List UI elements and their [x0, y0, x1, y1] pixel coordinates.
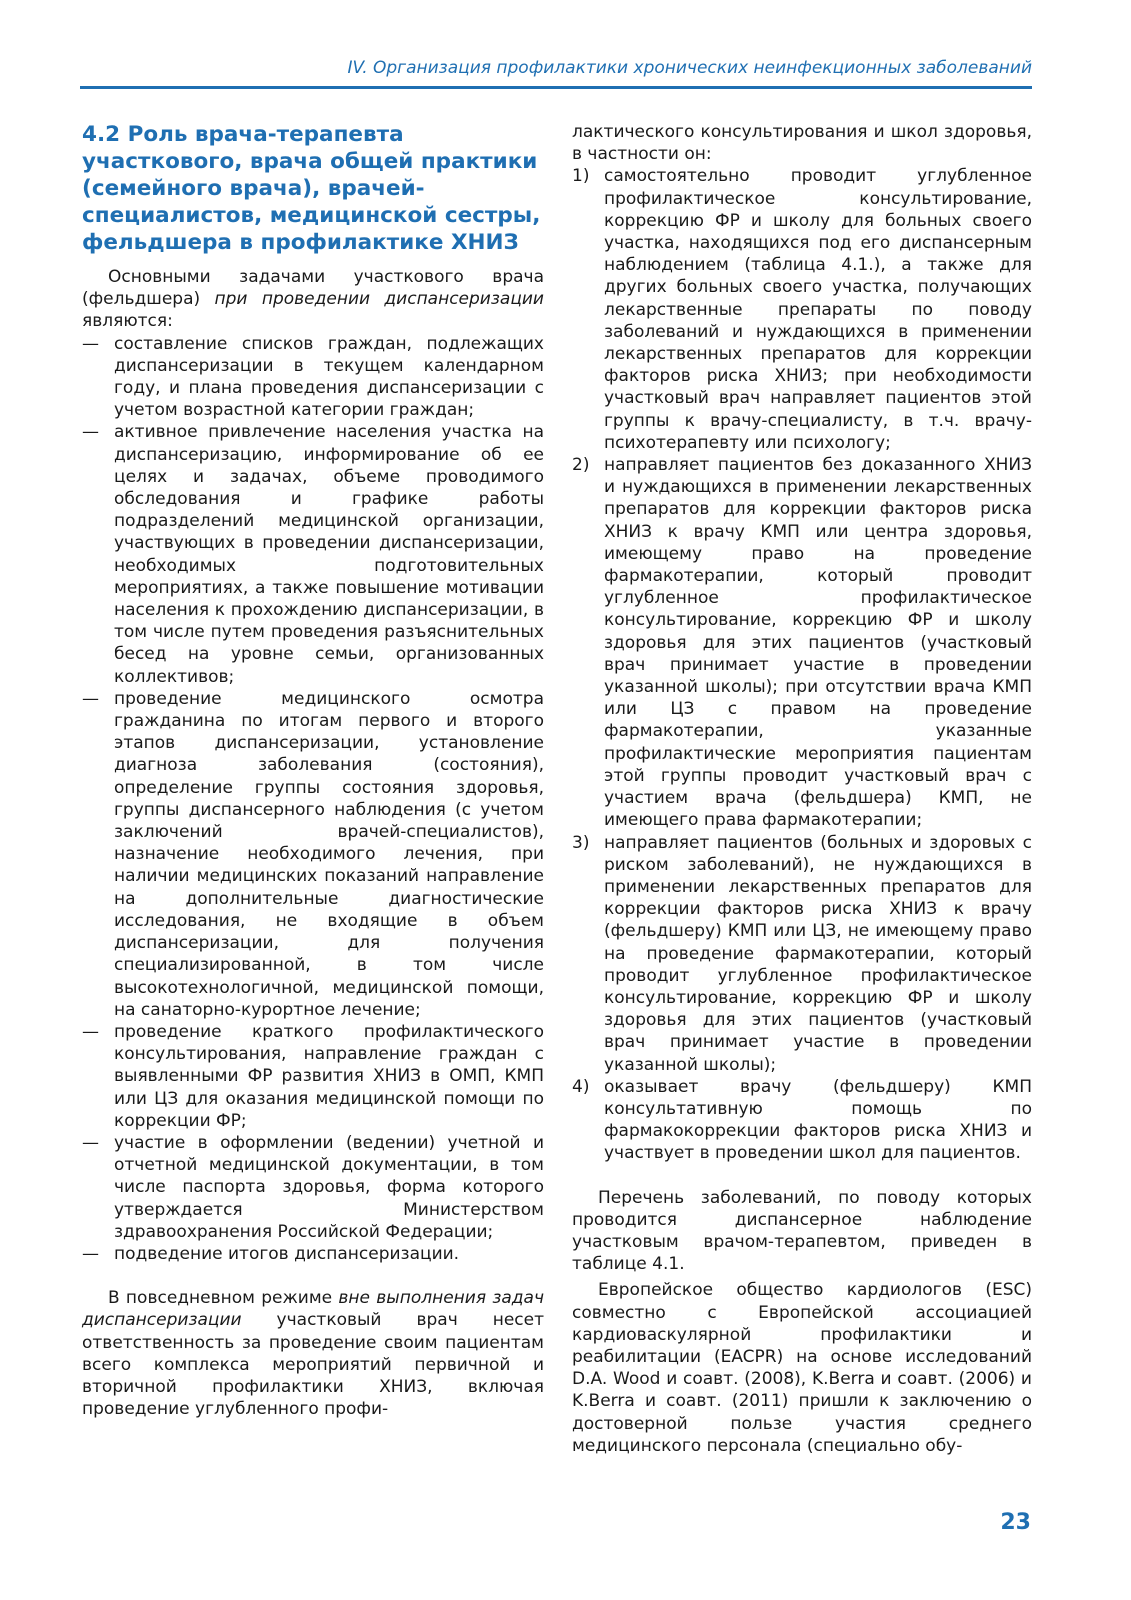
dash-marker: —: [82, 1132, 99, 1153]
list-item: [82, 688, 544, 1021]
list-item: [82, 1132, 544, 1243]
list-item: [82, 421, 544, 687]
running-header: IV. Организация профилактики хронических неинфекционных заболеваний: [347, 58, 1032, 78]
list-item-text: проведение краткого профилактического консультирования, направление граждан с выявленными ФР развития ХНИЗ в ОМП, КМП или ЦЗ для оказания медицинской помощи по коррекции ФР;: [114, 1021, 544, 1131]
daily-paragraph: [82, 1287, 544, 1420]
daily-text: В повседневном режиме: [108, 1288, 339, 1309]
list-item: [572, 165, 1032, 454]
list-item: [572, 1076, 1032, 1165]
list-item-text: участие в оформлении (ведении) учетной и отчетной медицинской документации, в том числе паспорта здоровья, форма которого утверждается Министерством здравоохранения Российской Федерации;: [114, 1132, 544, 1242]
intro-text: Основными задачами участкового врача (фельдшера): [82, 267, 544, 310]
dash-marker: —: [82, 333, 99, 354]
duties-list: [82, 333, 544, 1266]
left-column: [82, 121, 544, 1420]
header-rule: [80, 86, 1032, 89]
page-number: 23: [1000, 1510, 1031, 1535]
list-item-text: проведение медицинского осмотра гражданина по итогам первого и второго этапов диспансеризации, установление диагноза заболевания (состояния), определение группы состояния здоровья, группы диспансерного наблюдения (с учетом заключений врачей-специалистов), назначение необходимого лечения, при наличии медицинских показаний направление на дополнительные диагностические исследования, не входящие в объем диспансеризации, для получения специализированной, в том числе высокотехнологичной, медицинской помощи, на санаторно-курортное лечение;: [114, 688, 544, 1020]
list-item: [82, 1021, 544, 1132]
item-number: 1): [572, 166, 590, 187]
right-column: [572, 121, 1032, 1457]
list-item: [572, 454, 1032, 831]
list-item-text: направляет пациентов (больных и здоровых с риском заболеваний), не нуждающихся в применении лекарственных препаратов для коррекции факторов риска ХНИЗ к врачу (фельдшеру) КМП или ЦЗ, не имеющему право на проведение фармакотерапии, который проводит углубленное профилактическое консультирование, коррекцию ФР и школу здоровья для этих пациентов (участковый врач принимает участие в проведении указанной школы);: [604, 832, 1032, 1075]
numbered-list: [572, 165, 1032, 1164]
dash-marker: —: [82, 1243, 99, 1264]
table-reference-paragraph: Перечень заболеваний, по поводу которых проводится диспансерное наблюдение участковым врачом-терапевтом, приведен в таблице 4.1.: [572, 1187, 1032, 1275]
list-item-text: оказывает врачу (фельдшеру) КМП консультативную помощь по фармакокоррекции факторов риска ХНИЗ и участвует в проведении школ для пациентов.: [604, 1076, 1032, 1164]
list-item: [82, 333, 544, 422]
item-number: 3): [572, 832, 590, 853]
list-item-text: самостоятельно проводит углубленное профилактическое консультирование, коррекцию ФР и школу для больных своего участка, находящихся под его диспансерным наблюдением (таблица 4.1.), а также для других больных своего участка, получающих лекарственные препараты по поводу заболеваний и нуждающихся в применении лекарственных препаратов для коррекции факторов риска ХНИЗ; при необходимости участковый врач направляет пациентов этой группы к врачу-специалисту, в т.ч. врачу-психотерапевту или психологу;: [604, 166, 1032, 453]
dash-marker: —: [82, 688, 99, 709]
esc-paragraph: Европейское общество кардиологов (ESC) совместно с Европейской ассоциацией кардиоваскулярной профилактики и реабилитации (EACPR) на основе исследований D.A. Wood и соавт. (2008), K.Berra и соавт. (2006) и K.Berra и соавт. (2011) пришли к заключению о достоверной пользе участия среднего медицинского персонала (специально обу-: [572, 1280, 1032, 1456]
item-number: 2): [572, 455, 590, 476]
intro-text-end: являются:: [82, 311, 173, 332]
daily-text-end: участковый врач несет ответственность за проведение своим пациентам всего комплекса мероприятий первичной и вторичной профилактики ХНИЗ, включая проведение углубленного профи-: [82, 1310, 544, 1420]
intro-emphasis: при проведении диспансеризации: [214, 289, 544, 310]
dash-marker: —: [82, 422, 99, 443]
daily-emphasis: вне выполнения задач диспансеризации: [82, 1288, 544, 1331]
list-item-text: направляет пациентов без доказанного ХНИЗ и нуждающихся в применении лекарственных препаратов для коррекции факторов риска ХНИЗ к врачу КМП или центра здоровья, имеющему право на проведение фармакотерапии, который проводит углубленное профилактическое консультирование, коррекцию ФР и школу здоровья для этих пациентов (участковый врач принимает участие в проведении указанной школы); при отсутствии врача КМП или ЦЗ с правом на проведение фармакотерапии, указанные профилактические мероприятия пациентам этой группы проводит участковый врач с участием врача (фельдшера) КМП, не имеющего права фармакотерапии;: [604, 455, 1032, 831]
continuation-paragraph: лактического консультирования и школ здоровья, в частности он:: [572, 122, 1032, 165]
list-item: [82, 1243, 544, 1265]
list-item-text: подведение итогов диспансеризации.: [114, 1243, 460, 1264]
section-title: 4.2 Роль врача-терапевта участкового, врача общей практики (семейного врача), врачей-специалистов, медицинской сестры, фельдшера в профилактике ХНИЗ: [82, 122, 541, 255]
list-item-text: активное привлечение населения участка на диспансеризацию, информирование об ее целях и задачах, объеме проводимого обследования и графике работы подразделений медицинской организации, участвующих в проведении диспансеризации, необходимых подготовительных мероприятиях, а также повышение мотивации населения к прохождению диспансеризации, в том числе путем проведения разъяснительных бесед на уровне семьи, организованных коллективов;: [114, 422, 544, 687]
list-item-text: составление списков граждан, подлежащих диспансеризации в текущем календарном году, и плана проведения диспансеризации с учетом возрастной категории граждан;: [114, 333, 544, 421]
item-number: 4): [572, 1076, 590, 1097]
dash-marker: —: [82, 1021, 99, 1042]
intro-paragraph: [82, 266, 544, 333]
list-item: [572, 832, 1032, 1076]
